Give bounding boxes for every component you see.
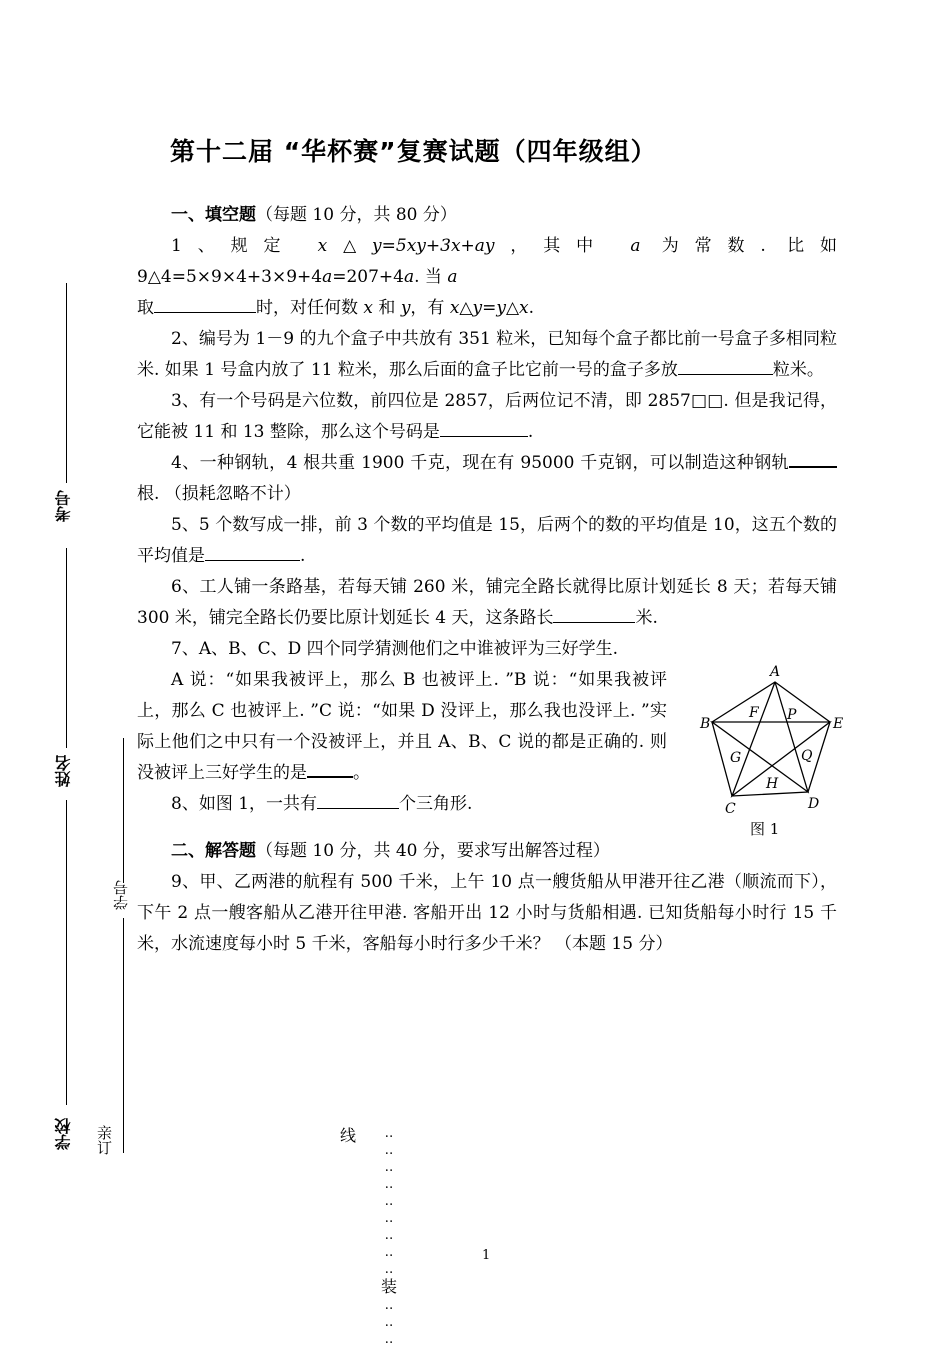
binding-xian: 线 <box>340 1126 357 1145</box>
label-d: D <box>808 796 820 812</box>
label-b: B <box>700 716 711 732</box>
figure-caption: 图 1 <box>750 820 780 838</box>
xingming-line <box>66 548 67 748</box>
binding-dots: ‥ ‥ ‥ ‥ ‥ ‥ ‥ ‥ ‥ 装 ‥ ‥ ‥ <box>380 1126 397 1347</box>
question-2 <box>137 324 837 386</box>
q2-text-b: 粒米。 <box>772 360 824 380</box>
section-1-header <box>137 200 837 231</box>
label-p: P <box>787 707 797 723</box>
question-4 <box>137 448 837 510</box>
q4-text-b: 根. （损耗忽略不计） <box>137 484 301 504</box>
label-a: A <box>770 664 781 680</box>
q5-text: 5、5 个数写成一排，前 3 个数的平均值是 15，后两个的数的平均值是 10，这五个数的平均值是 <box>137 515 837 566</box>
xuehao-line <box>123 738 124 883</box>
q1-text-k: 取 <box>137 298 154 318</box>
section-2-title: 二、解答题 <box>171 841 256 861</box>
label-q: Q <box>801 748 813 764</box>
q7-text: A 说：“如果我被评上，那么 B 也被评上. ”B 说：“如果我被评上，那么 C 也被评上. ”C 说：“如果 D 没评上，那么我也没评上. ”实际上他们之中只有一个没被评上，并且 A、B、C 说的都是正确的. 则没被评上三好学生的是 <box>137 670 667 783</box>
figure-1-pentagon-star <box>690 660 860 840</box>
q1-answer-blank[interactable] <box>154 295 256 313</box>
label-h: H <box>766 776 779 792</box>
q1-text-i: . 当 <box>414 267 448 287</box>
q1-var-x: x <box>363 298 373 318</box>
q1-text-a: 1、规定 <box>171 236 318 256</box>
question-content <box>137 200 837 960</box>
q1-text-p: ，有 <box>410 298 450 318</box>
section-2-note: （每题 10 分，共 40 分，要求写出解答过程） <box>256 841 610 861</box>
q1-formula: x△y=5xy+3x+ay <box>317 236 495 256</box>
qinding-line <box>123 918 124 1153</box>
q6-text-b: 米. <box>635 608 658 628</box>
side-label-xuexiao: 学校 <box>54 1118 73 1150</box>
label-c: C <box>725 801 736 817</box>
q1-var-a4: a <box>447 267 458 287</box>
q3-text: 3、有一个号码是六位数，前四位是 2857，后两位记不清，即 2857□□. 但是我记得，它能被 11 和 13 整除，那么这个号码是 <box>137 391 837 442</box>
page-number: 1 <box>482 1248 491 1263</box>
section-1-title: 一、填空题 <box>171 205 256 225</box>
question-7-body <box>137 665 667 789</box>
q3-text-b: . <box>527 422 534 442</box>
q1-text-e: 为常数. 比如 9△4=5×9×4+3×9+4 <box>137 236 837 287</box>
section-1-note: （每题 10 分，共 80 分） <box>256 205 457 225</box>
q1-var-y: y <box>400 298 411 318</box>
section-2-header <box>137 836 837 867</box>
q2-answer-blank-cont[interactable] <box>738 357 773 375</box>
q7-text-end: 。 <box>353 763 370 783</box>
q6-answer-blank[interactable] <box>553 605 635 623</box>
page-title: 第十二届 “华杯赛”复赛试题（四年级组） <box>170 137 657 166</box>
label-e: E <box>833 716 844 732</box>
kaohao-line <box>66 283 67 483</box>
q1-text-n: 和 <box>373 298 401 318</box>
question-7-intro: 7、A、B、C、D 四个同学猜测他们之中谁被评为三好学生. <box>171 639 619 659</box>
side-label-xingming: 姓名 <box>54 755 73 787</box>
q2-answer-blank[interactable] <box>678 357 738 375</box>
question-5 <box>137 510 837 572</box>
q1-var-a3: a <box>403 267 415 287</box>
q1-text-g: =207+4 <box>332 267 404 287</box>
q4-answer-blank[interactable] <box>789 449 837 468</box>
label-g: G <box>730 750 742 766</box>
q8-text-b: 个三角形. <box>399 794 473 814</box>
question-1-cont <box>137 293 837 324</box>
q1-text-c: ，其中 <box>494 236 631 256</box>
q1-text-r: . <box>528 298 535 318</box>
q7-answer-blank[interactable] <box>307 759 353 778</box>
q5-text-b: . <box>300 546 306 566</box>
xuexiao-line <box>66 800 67 1105</box>
q1-identity: x△y=y△x <box>449 298 529 318</box>
q4-text: 4、一种钢轨，4 根共重 1900 千克，现在有 95000 千克钢，可以制造这种钢轨 <box>171 453 789 473</box>
question-3 <box>137 386 837 448</box>
q2-text: 2、编号为 1－9 的九个盒子中共放有 351 粒米，已知每个盒子都比前一号盒子多相同粒米. 如果 1 号盒内放了 11 粒米，那么后面的盒子比它前一号的盒子多放 <box>137 329 837 380</box>
question-1 <box>137 231 837 293</box>
q6-text: 6、工人铺一条路基，若每天铺 260 米，铺完全路长就得比原计划延长 8 天；若每天铺 300 米，铺完全路长仍要比原计划延长 4 天，这条路长 <box>137 577 837 628</box>
question-9: 9、甲、乙两港的航程有 500 千米，上午 10 点一艘货船从甲港开往乙港（顺流而下），下午 2 点一艘客船从乙港开往甲港. 客船开出 12 小时与货船相遇. 已知货船每小时行 15 千米，水流速度每小时 5 千米，客船每小时行多少千米？ （本题 15 分） <box>137 872 837 954</box>
q8-text: 8、如图 1，一共有 <box>171 794 318 814</box>
side-label-qinding: 亲订 <box>95 1125 113 1155</box>
q1-text-l: 时，对任何数 <box>256 298 364 318</box>
side-label-kaohao: 考号 <box>54 490 73 522</box>
q1-var-a2: a <box>322 267 333 287</box>
q1-var-a: a <box>630 236 641 256</box>
binding-zhuang: 装 <box>380 1277 397 1296</box>
side-label-xuehao: 学号 <box>112 880 130 910</box>
q5-answer-blank[interactable] <box>205 543 300 561</box>
q3-answer-blank[interactable] <box>440 419 528 437</box>
question-6 <box>137 572 837 634</box>
label-f: F <box>749 705 759 721</box>
q8-answer-blank[interactable] <box>317 791 399 809</box>
